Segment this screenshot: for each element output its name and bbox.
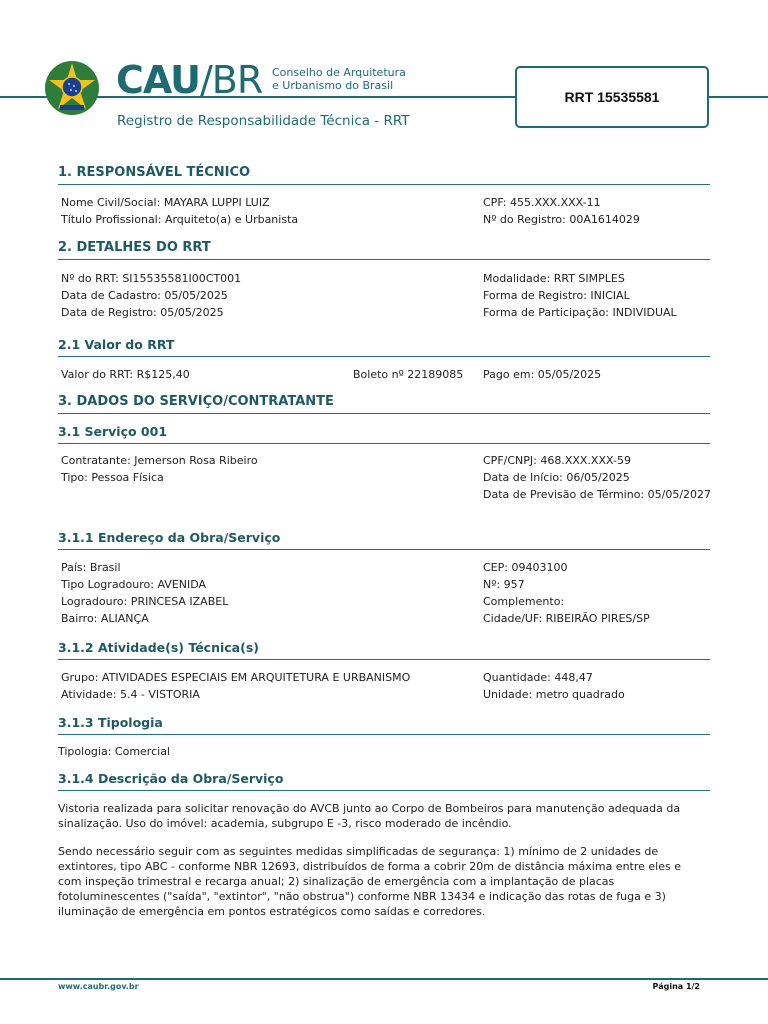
header-rule-right	[708, 96, 768, 98]
pais: País: Brasil	[61, 561, 121, 574]
pago-em: Pago em: 05/05/2025	[483, 368, 602, 381]
document-title: Registro de Responsabilidade Técnica - RRT	[117, 113, 410, 129]
data-registro: Data de Registro: 05/05/2025	[61, 306, 224, 319]
numero-registro: Nº do Registro: 00A1614029	[483, 213, 640, 226]
section-dados-servico: 3. DADOS DO SERVIÇO/CONTRATANTE	[58, 394, 710, 414]
tipo-logradouro: Tipo Logradouro: AVENIDA	[61, 578, 207, 591]
brand-subtitle: Conselho de Arquitetura e Urbanismo do Brasil	[272, 66, 406, 92]
section-detalhes-rrt: 2. DETALHES DO RRT	[58, 240, 710, 260]
section-servico-001: 3.1 Serviço 001	[58, 424, 710, 444]
logradouro: Logradouro: PRINCESA IZABEL	[61, 595, 229, 608]
atividade: Atividade: 5.4 - VISTORIA	[61, 688, 200, 701]
bairro: Bairro: ALIANÇA	[61, 612, 149, 625]
numero-endereco: Nº: 957	[483, 578, 525, 591]
forma-participacao: Forma de Participação: INDIVIDUAL	[483, 306, 677, 319]
cau-br-logo: CAU/BR	[116, 58, 263, 102]
unidade: Unidade: metro quadrado	[483, 688, 625, 701]
section-atividades-tecnicas: 3.1.2 Atividade(s) Técnica(s)	[58, 640, 710, 660]
descricao-paragrafo-2: Sendo necessário seguir com as seguintes medidas simplificadas de segurança: 1) mínimo de 2 unidades de extintores, tipo ABC - conforme NBR 12693, distribuídos de forma a cobrir 20m de distância máxima entre eles e com inspeção trimestral e recarga anual; 2) sinalização de emergência com a implantação de placas fotoluminescentes ("saída", "extintor", "não obstrua") conforme NBR 13434 e indicação das rotas de fuga e 3) iluminação de emergência em pontos estratégicos como saídas e corredores.	[58, 845, 681, 918]
data-inicio: Data de Início: 06/05/2025	[483, 471, 630, 484]
titulo-profissional: Título Profissional: Arquiteto(a) e Urbanista	[61, 213, 299, 226]
section-valor-rrt: 2.1 Valor do RRT	[58, 337, 710, 357]
cidade-uf: Cidade/UF: RIBEIRÃO PIRES/SP	[483, 612, 650, 625]
page-number: Página 1/2	[652, 982, 700, 991]
quantidade: Quantidade: 448,47	[483, 671, 593, 684]
section-tipologia: 3.1.3 Tipologia	[58, 715, 710, 735]
data-cadastro: Data de Cadastro: 05/05/2025	[61, 289, 228, 302]
footer-rule	[0, 978, 768, 980]
numero-rrt: Nº do RRT: SI15535581I00CT001	[61, 272, 242, 285]
section-descricao-obra: 3.1.4 Descrição da Obra/Serviço	[58, 771, 710, 791]
data-previsao-termino: Data de Previsão de Término: 05/05/2027	[483, 488, 712, 501]
tipo-pessoa: Tipo: Pessoa Física	[61, 471, 164, 484]
footer-website-link[interactable]: www.caubr.gov.br	[58, 982, 139, 991]
cpf: CPF: 455.XXX.XXX-11	[483, 196, 601, 209]
descricao-paragrafo-1: Vistoria realizada para solicitar renovação do AVCB junto ao Corpo de Bombeiros para manutenção adequada da sinalização. Uso do imóvel: academia, subgrupo E -3, risco moderado de incêndio.	[58, 802, 681, 830]
valor-rrt: Valor do RRT: R$125,40	[61, 368, 190, 381]
contratante: Contratante: Jemerson Rosa Ribeiro	[61, 454, 258, 467]
section-endereco-obra: 3.1.1 Endereço da Obra/Serviço	[58, 530, 710, 550]
boleto-numero: Boleto nº 22189085	[353, 368, 464, 381]
nome-civil: Nome Civil/Social: MAYARA LUPPI LUIZ	[61, 196, 270, 209]
rrt-number-box: RRT 15535581	[515, 66, 709, 128]
tipologia: Tipologia: Comercial	[58, 745, 170, 758]
forma-registro: Forma de Registro: INICIAL	[483, 289, 630, 302]
cep: CEP: 09403100	[483, 561, 568, 574]
complemento: Complemento:	[483, 595, 565, 608]
grupo-atividade: Grupo: ATIVIDADES ESPECIAIS EM ARQUITETURA E URBANISMO	[61, 671, 411, 684]
section-responsavel-tecnico: 1. RESPONSÁVEL TÉCNICO	[58, 165, 710, 185]
modalidade: Modalidade: RRT SIMPLES	[483, 272, 625, 285]
brazil-coat-of-arms-icon	[44, 60, 100, 116]
cpf-cnpj: CPF/CNPJ: 468.XXX.XXX-59	[483, 454, 631, 467]
